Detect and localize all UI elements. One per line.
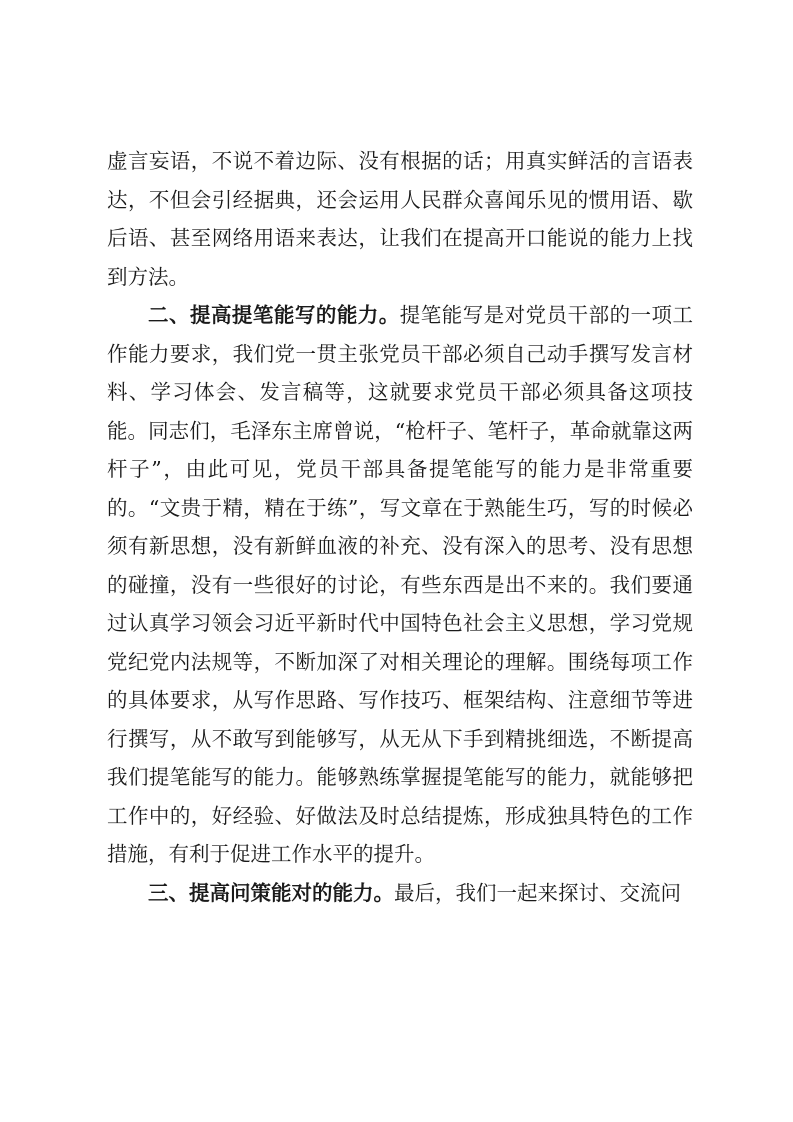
paragraph-text: 最后，我们一起来探讨、交流问 xyxy=(394,880,681,905)
document-body xyxy=(107,142,693,912)
paragraph-continuation xyxy=(107,142,693,296)
paragraph-section-two xyxy=(107,296,693,874)
section-heading: 三、提高问策能对的能力。 xyxy=(148,880,394,905)
section-heading: 二、提高提笔能写的能力。 xyxy=(148,303,400,327)
paragraph-section-three xyxy=(107,874,693,913)
paragraph-text: 提笔能写是对党员干部的一项工作能力要求，我们党一贯主张党员干部必须自己动手撰写发言材料、学习体会、发言稿等，这就要求党员干部必须具备这项技能。同志们，毛泽东主席曾说，“枪杆子、笔杆子，革命就靠这两杆子”，由此可见，党员干部具备提笔能写的能力是非常重要的。“文贵于精，精在于练”，写文章在于熟能生巧，写的时候必须有新思想，没有新鲜血液的补充、没有深入的思考、没有思想的碰撞，没有一些很好的讨论，有些东西是出不来的。我们要通过认真学习领会习近平新时代中国特色社会主义思想，学习党规党纪党内法规等，不断加深了对相关理论的理解。围绕每项工作的具体要求，从写作思路、写作技巧、框架结构、注意细节等进行撰写，从不敢写到能够写，从无从下手到精挑细选，不断提高我们提笔能写的能力。能够熟练掌握提笔能写的能力，就能够把工作中的，好经验、好做法及时总结提炼，形成独具特色的工作措施，有利于促进工作水平的提升。 xyxy=(107,303,694,866)
paragraph-text: 虚言妄语，不说不着边际、没有根据的话；用真实鲜活的言语表达，不但会引经据典，还会运用人民群众喜闻乐见的惯用语、歇后语、甚至网络用语来表达，让我们在提高开口能说的能力上找到方法。 xyxy=(107,149,693,289)
